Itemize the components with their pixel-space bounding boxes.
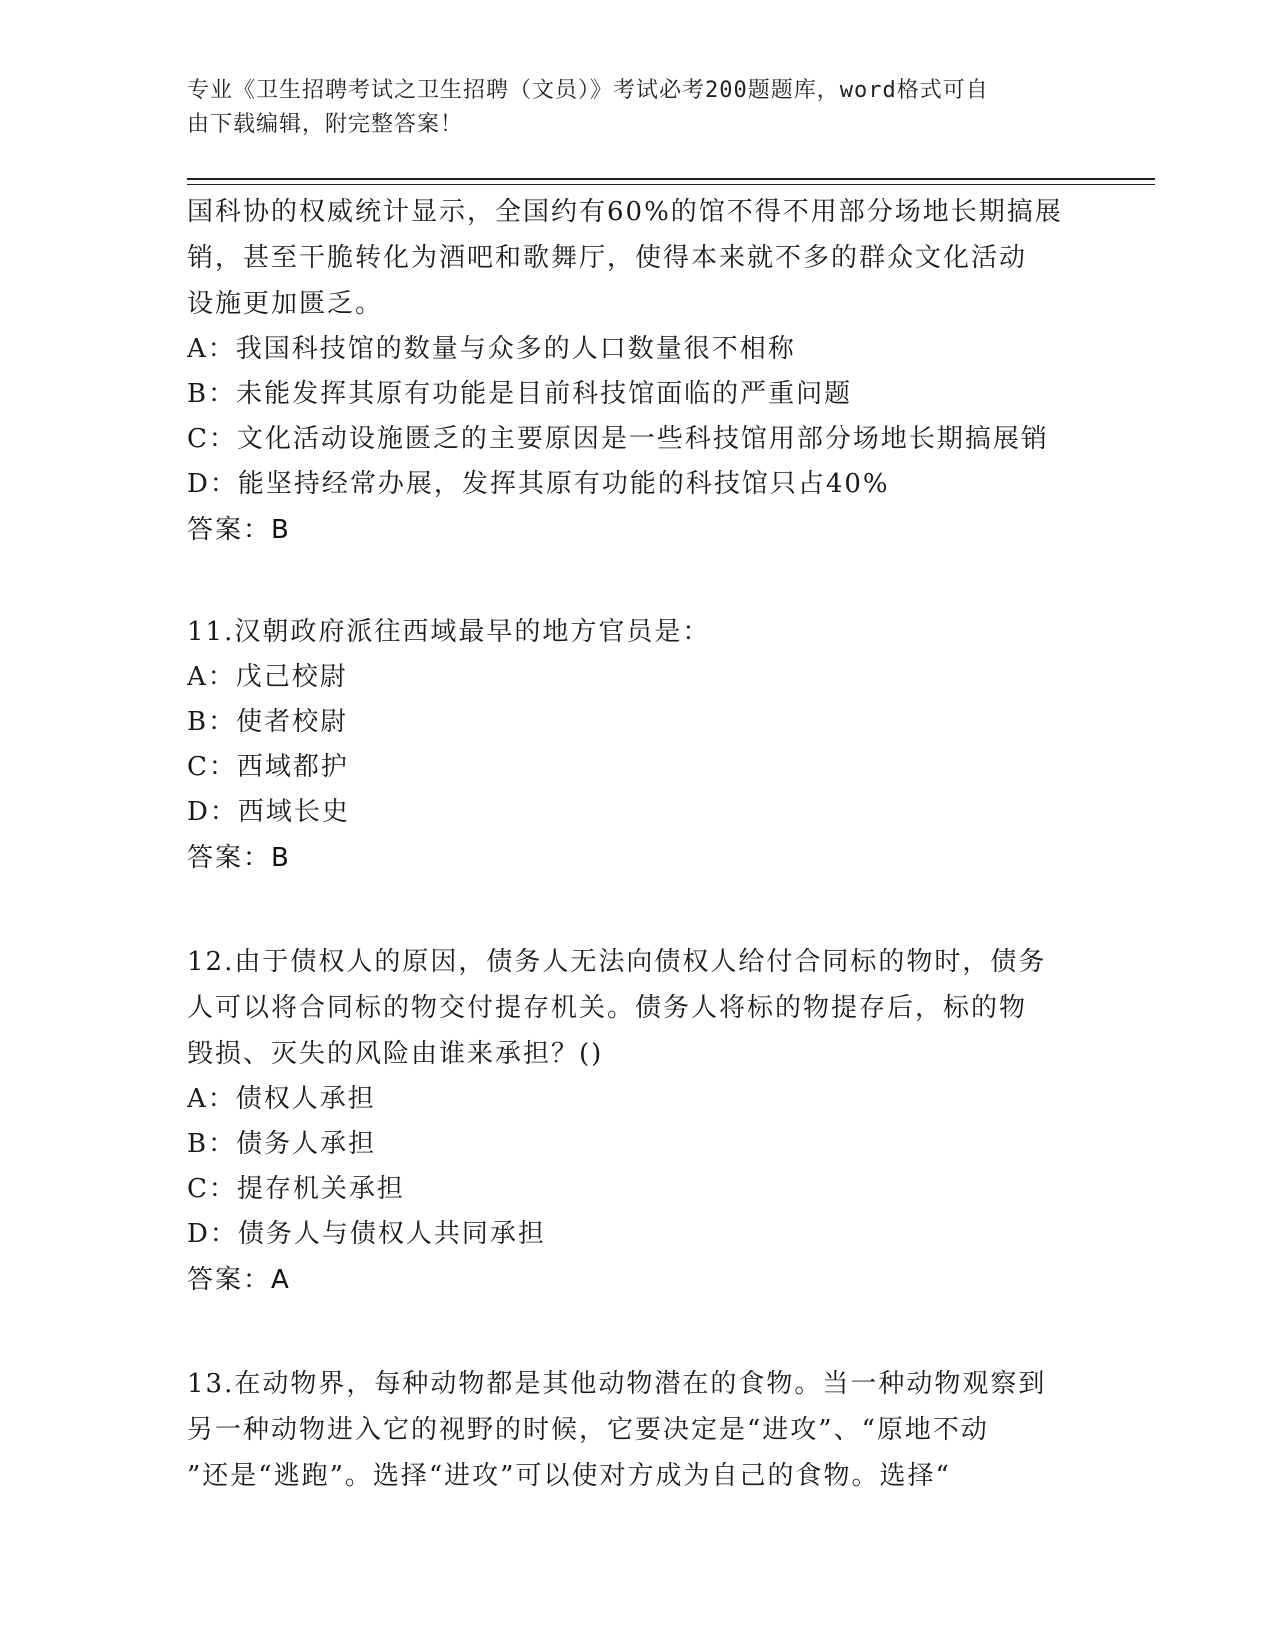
option-a: A：债权人承担 xyxy=(187,1084,376,1114)
option-a: A：我国科技馆的数量与众多的人口数量很不相称 xyxy=(187,334,796,364)
option-c: C：提存机关承担 xyxy=(187,1174,405,1204)
question-12 xyxy=(187,939,1087,1303)
header-line-1: 专业《卫生招聘考试之卫生招聘（文员）》考试必考200题题库，word格式可自 xyxy=(187,78,989,103)
question-stem-line: 11.汉朝政府派往西域最早的地方官员是： xyxy=(187,617,711,647)
question-stem-line: 设施更加匮乏。 xyxy=(187,289,384,319)
option-d: D：能坚持经常办展，发挥其原有功能的科技馆只占40% xyxy=(187,469,890,499)
header-line-2: 由下载编辑，附完整答案！ xyxy=(187,112,464,137)
option-b: B：债务人承担 xyxy=(187,1129,377,1159)
question-stem-line: 国科协的权威统计显示，全国约有60%的馆不得不用部分场地长期搞展 xyxy=(187,197,1063,227)
option-b: B：未能发挥其原有功能是目前科技馆面临的严重问题 xyxy=(187,379,853,409)
option-a: A：戊己校尉 xyxy=(187,662,348,692)
question-stem-line: 13.在动物界，每种动物都是其他动物潜在的食物。当一种动物观察到 xyxy=(187,1369,1047,1399)
header-divider-thin xyxy=(187,184,1155,185)
question-stem-line: 12.由于债权人的原因，债务人无法向债权人给付合同标的物时，债务 xyxy=(187,947,1047,977)
option-d: D：西域长史 xyxy=(187,797,350,827)
header-divider-thick xyxy=(187,178,1155,180)
question-stem-line: ”还是“逃跑”。选择“进攻”可以使对方成为自己的食物。选择“ xyxy=(187,1461,951,1491)
question-stem-line: 另一种动物进入它的视野的时候，它要决定是“进攻”、“原地不动 xyxy=(187,1415,989,1445)
question-list xyxy=(187,189,1087,1499)
option-b: B：使者校尉 xyxy=(187,707,349,737)
option-c: C：西域都护 xyxy=(187,752,349,782)
question-13 xyxy=(187,1361,1087,1499)
question-stem-line: 人可以将合同标的物交付提存机关。债务人将标的物提存后，标的物 xyxy=(187,993,1028,1023)
question-stem-line: 毁损、灭失的风险由谁来承担？() xyxy=(187,1039,604,1069)
answer-line: 答案：B xyxy=(187,843,291,873)
answer-line: 答案：A xyxy=(187,1265,291,1295)
option-c: C：文化活动设施匮乏的主要原因是一些科技馆用部分场地长期搞展销 xyxy=(187,424,1049,454)
document-header xyxy=(187,74,1087,142)
question-10 xyxy=(187,189,1087,553)
option-d: D：债务人与债权人共同承担 xyxy=(187,1219,546,1249)
answer-line: 答案：B xyxy=(187,515,291,545)
question-stem-line: 销，甚至干脆转化为酒吧和歌舞厅，使得本来就不多的群众文化活动 xyxy=(187,243,1028,273)
question-11 xyxy=(187,609,1087,881)
